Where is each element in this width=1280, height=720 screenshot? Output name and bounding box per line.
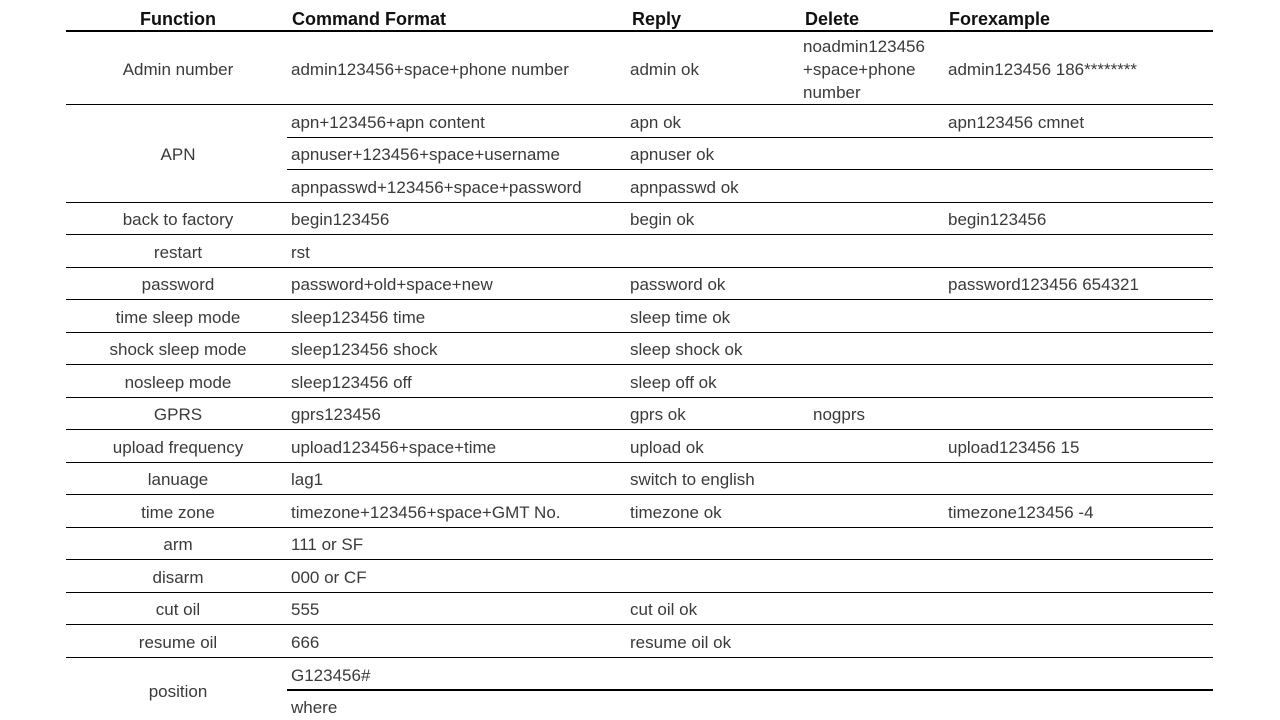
row-rule: [66, 494, 1213, 495]
position-command-g: G123456#: [291, 666, 371, 685]
row-rule: [66, 592, 1213, 593]
upload-example: upload123456 15: [948, 438, 1080, 457]
password-command: password+old+space+new: [291, 275, 493, 294]
time-sleep-command: sleep123456 time: [291, 308, 426, 327]
row-rule: [66, 104, 1213, 105]
row-rule: [287, 137, 1213, 138]
admin-example: admin123456 186********: [948, 60, 1138, 79]
row-rule: [66, 429, 1213, 430]
nosleep-function: nosleep mode: [124, 373, 232, 392]
password-example: password123456 654321: [948, 275, 1139, 294]
row-rule: [66, 657, 1213, 658]
resume-oil-function: resume oil: [138, 633, 218, 652]
arm-command: 111 or SF: [291, 535, 364, 554]
gprs-delete: nogprs: [813, 405, 865, 424]
language-reply: switch to english: [630, 470, 755, 489]
row-rule: [66, 332, 1213, 333]
language-command: lag1: [291, 470, 324, 489]
disarm-command: 000 or CF: [291, 568, 367, 587]
factory-function: back to factory: [122, 210, 234, 229]
timezone-reply: timezone ok: [630, 503, 722, 522]
upload-reply: upload ok: [630, 438, 704, 457]
cut-oil-reply: cut oil ok: [630, 600, 698, 619]
resume-oil-reply: resume oil ok: [630, 633, 732, 652]
shock-sleep-command: sleep123456 shock: [291, 340, 438, 359]
apn-function: APN: [160, 145, 196, 164]
timezone-function: time zone: [141, 503, 215, 522]
header-function: Function: [140, 9, 216, 29]
position-command-where: where: [291, 698, 338, 717]
header-delete: Delete: [805, 9, 860, 29]
apn-command: apn+123456+apn content: [291, 113, 485, 132]
disarm-function: disarm: [152, 568, 204, 587]
row-rule: [287, 689, 1213, 691]
row-rule: [66, 234, 1213, 235]
header-reply: Reply: [632, 9, 682, 29]
nosleep-reply: sleep off ok: [630, 373, 717, 392]
factory-command: begin123456: [291, 210, 390, 229]
apnpasswd-reply: apnpasswd ok: [630, 178, 739, 197]
upload-function: upload frequency: [112, 438, 244, 457]
row-rule: [287, 169, 1213, 170]
restart-function: restart: [153, 243, 203, 262]
timezone-example: timezone123456 -4: [948, 503, 1094, 522]
position-function: position: [148, 682, 208, 701]
row-rule: [66, 624, 1213, 625]
apn-example: apn123456 cmnet: [948, 113, 1085, 132]
shock-sleep-reply: sleep shock ok: [630, 340, 743, 359]
gprs-function: GPRS: [153, 405, 203, 424]
time-sleep-reply: sleep time ok: [630, 308, 731, 327]
row-rule: [66, 397, 1213, 398]
apnuser-command: apnuser+123456+space+username: [291, 145, 560, 164]
gprs-command: gprs123456: [291, 405, 381, 424]
restart-command: rst: [291, 243, 310, 262]
language-function: lanuage: [147, 470, 209, 489]
factory-reply: begin ok: [630, 210, 695, 229]
timezone-command: timezone+123456+space+GMT No.: [291, 503, 561, 522]
upload-command: upload123456+space+time: [291, 438, 497, 457]
apnuser-reply: apnuser ok: [630, 145, 715, 164]
row-rule: [66, 559, 1213, 560]
gprs-reply: gprs ok: [630, 405, 686, 424]
row-rule: [66, 462, 1213, 463]
password-function: password: [141, 275, 215, 294]
apn-reply: apn ok: [630, 113, 682, 132]
time-sleep-function: time sleep mode: [115, 308, 241, 327]
admin-reply: admin ok: [630, 60, 699, 79]
nosleep-command: sleep123456 off: [291, 373, 412, 392]
apnpasswd-command: apnpasswd+123456+space+password: [291, 178, 582, 197]
row-rule: [66, 364, 1213, 365]
header-rule: [66, 30, 1213, 32]
admin-delete: noadmin123456 +space+phone number: [803, 37, 925, 102]
cut-oil-function: cut oil: [155, 600, 201, 619]
factory-example: begin123456: [948, 210, 1047, 229]
row-rule: [66, 299, 1213, 300]
row-rule: [66, 267, 1213, 268]
arm-function: arm: [163, 535, 193, 554]
row-rule: [66, 202, 1213, 203]
admin-command: admin123456+space+phone number: [291, 60, 569, 79]
header-command-format: Command Format: [292, 9, 447, 29]
password-reply: password ok: [630, 275, 726, 294]
header-example: Forexample: [949, 9, 1051, 29]
row-rule: [66, 527, 1213, 528]
shock-sleep-function: shock sleep mode: [109, 340, 247, 359]
resume-oil-command: 666: [291, 633, 320, 652]
cut-oil-command: 555: [291, 600, 320, 619]
admin-function: Admin number: [122, 60, 234, 79]
